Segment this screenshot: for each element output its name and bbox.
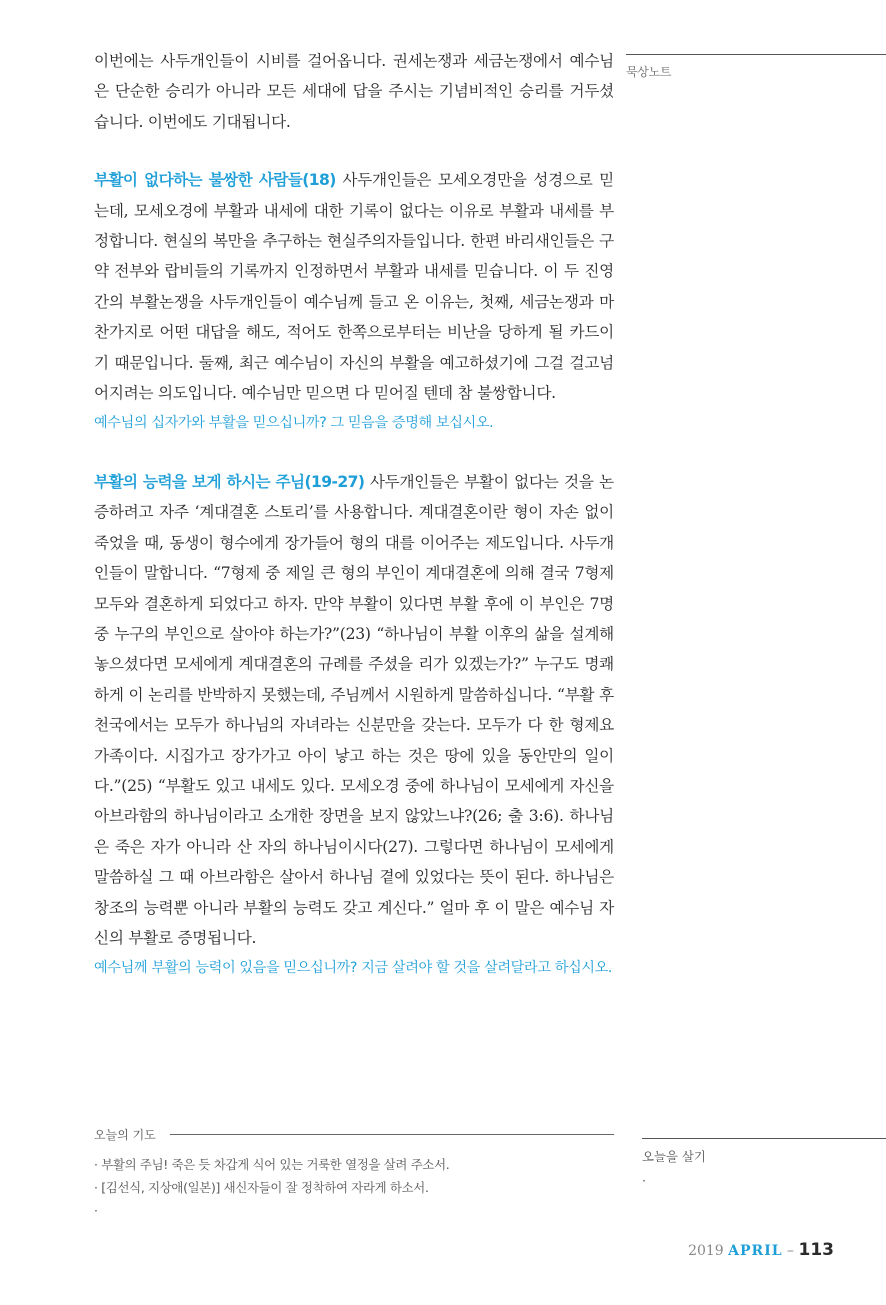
meditation-notes-label: 묵상노트 <box>626 54 886 80</box>
living-title: 오늘을 살기 <box>642 1149 706 1164</box>
page-number: 113 <box>798 1240 834 1260</box>
devotional-body <box>94 46 614 1012</box>
section-2-body: 사두개인들은 부활이 없다는 것을 논증하려고 자주 ‘계대결혼 스토리’를 사용합니다. 계대결혼이란 형이 자손 없이 죽었을 때, 동생이 형수에게 장가들어 형의 대를 이어주는 제도입니다. 사두개인들이 말합니다. “7형제 중 제일 큰 형의 부인이 계대결혼에 의해 결국 7형제 모두와 결혼하게 되었다고 하자. 만약 부활이 있다면 부활 후에 이 부인은 7명 중 누구의 부인으로 살아야 하는가?”(23) “하나님이 부활 이후의 삶을 설계해 놓으셨다면 모세에게 계대결혼의 규례를 주셨을 리가 있겠는가?” 누구도 명쾌하게 이 논리를 반박하지 못했는데, 주님께서 시원하게 말씀하십니다. “부활 후 천국에서는 모두가 하나님의 자녀라는 신분만을 갖는다. 모두가 다 한 형제요 가족이다. 시집가고 장가가고 아이 낳고 하는 것은 땅에 있을 동안만의 일이다.”(25) “부활도 있고 내세도 있다. 모세오경 중에 하나님이 모세에게 자신을 아브라함의 하나님이라고 소개한 장면을 보지 않았느냐?(26; 출 3:6). 하나님은 죽은 자가 아니라 산 자의 하나님이시다(27). 그렇다면 하나님이 모세에게 말씀하실 그 때 아브라함은 살아서 하나님 곁에 있었다는 뜻이 된다. 하나님은 창조의 능력뿐 아니라 부활의 능력도 갖고 계신다.” 얼마 후 이 말은 예수님 자신의 부활로 증명됩니다. <box>94 472 614 947</box>
section-2-paragraph <box>94 467 614 954</box>
section-2-application: 예수님께 부활의 능력이 있음을 믿으십니까? 지금 살려야 할 것을 살려달라고 하십시오. <box>94 960 613 977</box>
prayer-item: · <box>94 1203 98 1218</box>
section-1-heading: 부활이 없다하는 불쌍한 사람들(18) <box>94 171 336 190</box>
footer-separator: – <box>787 1243 795 1259</box>
footer-month: APRIL <box>728 1243 783 1259</box>
todays-prayer <box>94 1126 614 1222</box>
intro-paragraph: 이번에는 사두개인들이 시비를 걸어옵니다. 권세논쟁과 세금논쟁에서 예수님은 단순한 승리가 아니라 모든 세대에 답을 주시는 기념비적인 승리를 거두셨습니다. 이번에도 기대됩니다. <box>94 52 614 131</box>
section-1-paragraph <box>94 165 614 408</box>
prayer-header <box>94 1126 614 1143</box>
page-footer <box>688 1240 834 1260</box>
section-1-application: 예수님의 십자가와 부활을 믿으십니까? 그 믿음을 증명해 보십시오. <box>94 415 494 432</box>
section-1-body: 사두개인들은 모세오경만을 성경으로 믿는데, 모세오경에 부활과 내세에 대한 기록이 없다는 이유로 부활과 내세를 부정합니다. 현실의 복만을 추구하는 현실주의자들입니다. 한편 바리새인들은 구약 전부와 랍비들의 기록까지 인정하면서 부활과 내세를 믿습니다. 이 두 진영 간의 부활논쟁을 사두개인들이 예수님께 들고 온 이유는, 첫째, 세금논쟁과 마찬가지로 어떤 대답을 해도, 적어도 한쪽으로부터는 비난을 당하게 될 카드이기 때문입니다. 둘째, 최근 예수님이 자신의 부활을 예고하셨기에 그걸 걸고넘어지려는 의도입니다. 예수님만 믿으면 다 믿어질 텐데 참 불쌍합니다. <box>94 171 614 403</box>
living-today <box>642 1138 886 1188</box>
section-2-heading: 부활의 능력을 보게 하시는 주님(19-27) <box>94 472 365 491</box>
prayer-item: · 부활의 주님! 죽은 듯 차갑게 식어 있는 거룩한 열정을 살려 주소서. <box>94 1157 450 1172</box>
living-bullet: · <box>642 1173 646 1188</box>
prayer-item: · [김선식, 지상애(일본)] 새신자들이 잘 정착하여 자라게 하소서. <box>94 1180 429 1195</box>
prayer-title: 오늘의 기도 <box>94 1128 156 1142</box>
footer-year: 2019 <box>688 1243 724 1259</box>
prayer-divider <box>170 1134 614 1135</box>
